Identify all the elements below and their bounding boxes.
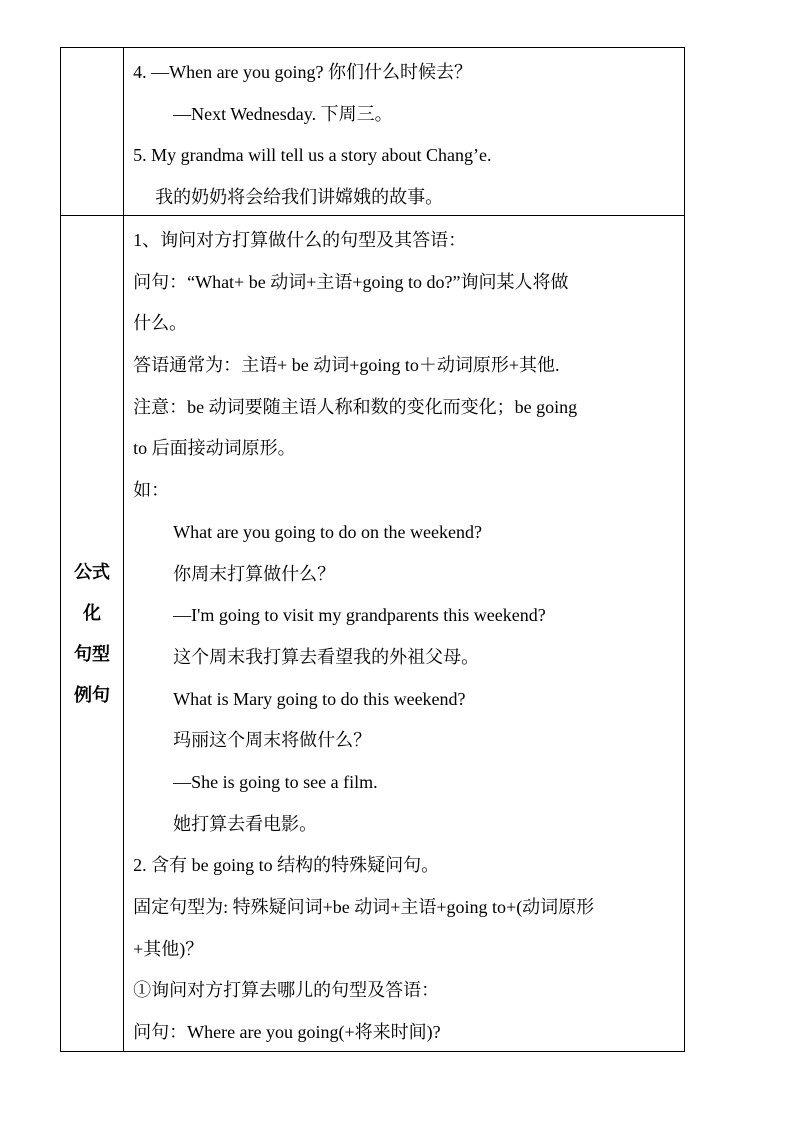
row-label-line: 公式 (74, 561, 111, 583)
text-line: 如： (133, 480, 170, 501)
text-line: 1、询问对方打算做什么的句型及其答语： (133, 230, 467, 250)
text-line: ①询问对方打算去哪儿的句型及答语： (133, 980, 440, 1001)
table-row (61, 48, 685, 216)
text-line: +其他)？ (133, 938, 204, 959)
text-line: 你周末打算做什么？ (173, 563, 336, 584)
text-line: 什么。 (133, 313, 188, 334)
text-line: 注意：be 动词要随主语人称和数的变化而变化；be going (133, 396, 578, 417)
text-line: 我的奶奶将会给我们讲嫦娥的故事。 (155, 187, 444, 208)
row-label-line: 句型 (74, 643, 111, 665)
text-line: 问句：“What+ be 动词+主语+going to do?”询问某人将做 (133, 271, 569, 292)
table-row (61, 216, 685, 1052)
text-line: 她打算去看电影。 (173, 813, 318, 834)
document-table (60, 47, 685, 1052)
text-line: 这个周末我打算去看望我的外祖父母。 (173, 646, 480, 667)
text-line: 2. 含有 be going to 结构的特殊疑问句。 (133, 855, 440, 876)
row-label-line: 化 (83, 602, 102, 624)
text-line: 固定句型为: 特殊疑问词+be 动词+主语+going to+(动词原形 (133, 897, 595, 917)
text-line: What is Mary going to do this weekend? (173, 688, 466, 709)
text-line: —I'm going to visit my grandparents this weekend? (173, 605, 546, 626)
text-line: —Next Wednesday. 下周三。 (173, 103, 393, 124)
text-line: 玛丽这个周末将做什么？ (173, 730, 372, 751)
row-label-cell (61, 216, 124, 1052)
content-cell (124, 216, 685, 1052)
content-cell (124, 48, 685, 216)
row-label-line: 例句 (74, 684, 111, 706)
text-line: 4. —When are you going? 你们什么时候去？ (133, 62, 473, 82)
text-line: 5. My grandma will tell us a story about Chang’e. (133, 145, 492, 166)
text-line: 答语通常为：主语+ be 动词+going to＋动词原形+其他. (133, 355, 560, 376)
text-line: —She is going to see a film. (173, 771, 378, 792)
row-label-cell (61, 48, 124, 216)
text-line: to 后面接动词原形。 (133, 438, 296, 459)
text-line: 问句：Where are you going(+将来时间)? (133, 1022, 441, 1043)
text-line: What are you going to do on the weekend? (173, 521, 482, 542)
